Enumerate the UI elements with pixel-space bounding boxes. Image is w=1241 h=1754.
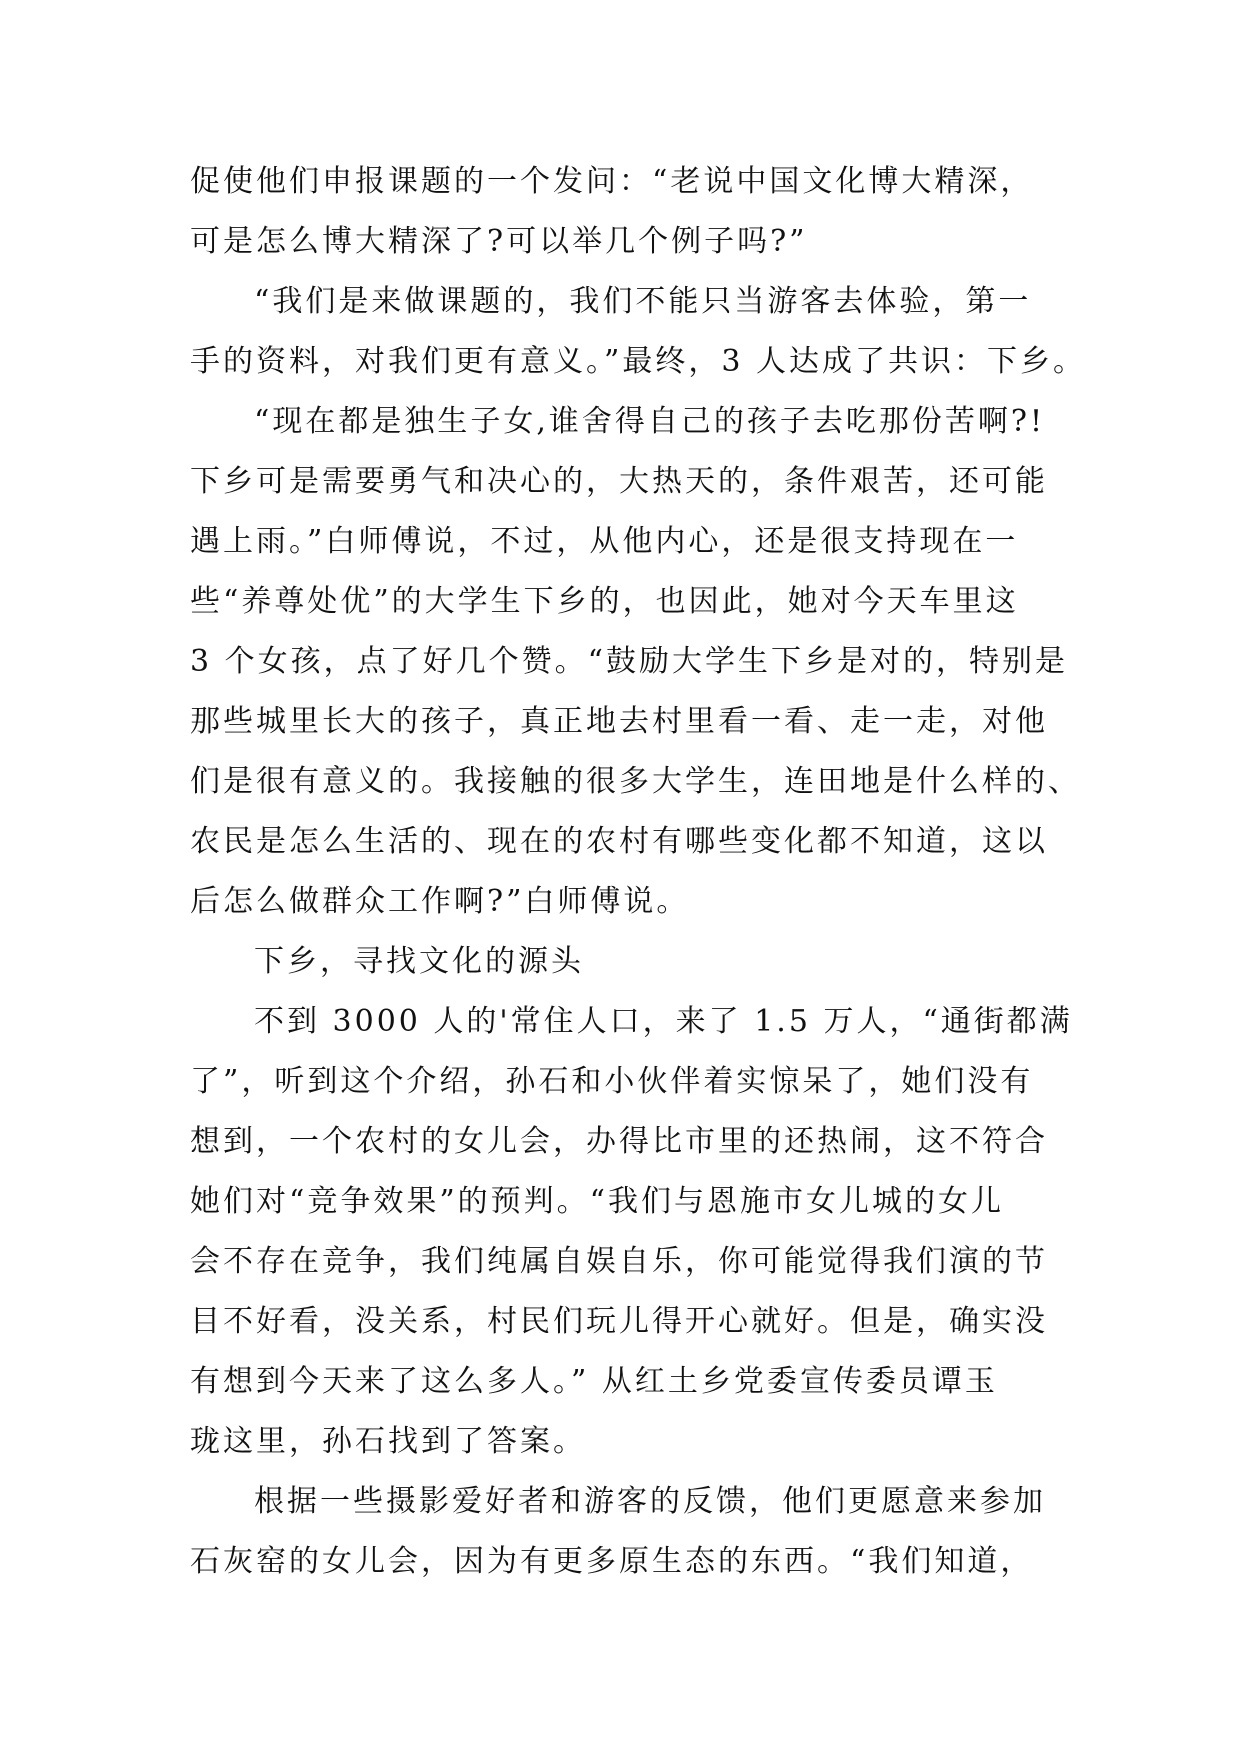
text-line: “现在都是独生子女,谁舍得自己的孩子去吃那份苦啊?! bbox=[254, 404, 1046, 439]
text-line: 石灰窑的女儿会，因为有更多原生态的东西。“我们知道， bbox=[190, 1544, 1034, 1579]
text-line: 她们对“竞争效果”的预判。“我们与恩施市女儿城的女儿 bbox=[190, 1184, 1005, 1219]
body-text bbox=[190, 152, 1086, 1592]
text-line: 有想到今天来了这么多人。” 从红土乡党委宣传委员谭玉 bbox=[190, 1364, 998, 1399]
text-line: “我们是来做课题的，我们不能只当游客去体验，第一 bbox=[254, 284, 1032, 319]
text-line: 根据一些摄影爱好者和游客的反馈，他们更愿意来参加 bbox=[254, 1484, 1046, 1519]
text-line: 些“养尊处优”的大学生下乡的，也因此，她对今天车里这 bbox=[190, 584, 1019, 619]
text-line: 不到 3000 人的'常住人口，来了 1.5 万人，“通街都满 bbox=[254, 1004, 1073, 1039]
text-line: 遇上雨。”白师傅说，不过，从他内心，还是很支持现在一 bbox=[190, 524, 1019, 559]
text-line: 那些城里长大的孩子，真正地去村里看一看、走一走，对他 bbox=[190, 704, 1048, 739]
text-line: 3 个女孩，点了好几个赞。“鼓励大学生下乡是对的，特别是 bbox=[190, 644, 1068, 679]
text-line: 目不好看，没关系，村民们玩儿得开心就好。但是，确实没 bbox=[190, 1304, 1048, 1339]
text-line: 可是怎么博大精深了?可以举几个例子吗?” bbox=[190, 224, 808, 259]
text-line: 促使他们申报课题的一个发问：“老说中国文化博大精深， bbox=[190, 164, 1034, 199]
section-heading: 下乡，寻找文化的源头 bbox=[254, 944, 584, 979]
text-line: 珑这里，孙石找到了答案。 bbox=[190, 1424, 586, 1459]
text-line: 们是很有意义的。我接触的很多大学生，连田地是什么样的、 bbox=[190, 764, 1081, 799]
text-line: 了”，听到这个介绍，孙石和小伙伴着实惊呆了，她们没有 bbox=[190, 1064, 1034, 1099]
text-line: 想到，一个农村的女儿会，办得比市里的还热闹，这不符合 bbox=[190, 1124, 1048, 1159]
text-line: 下乡可是需要勇气和决心的，大热天的，条件艰苦，还可能 bbox=[190, 464, 1048, 499]
text-line: 后怎么做群众工作啊?”白师傅说。 bbox=[190, 884, 690, 919]
text-line: 手的资料，对我们更有意义。”最终，3 人达成了共识：下乡。 bbox=[190, 344, 1086, 379]
text-line: 农民是怎么生活的、现在的农村有哪些变化都不知道，这以 bbox=[190, 824, 1048, 859]
text-line: 会不存在竞争，我们纯属自娱自乐，你可能觉得我们演的节 bbox=[190, 1244, 1048, 1279]
